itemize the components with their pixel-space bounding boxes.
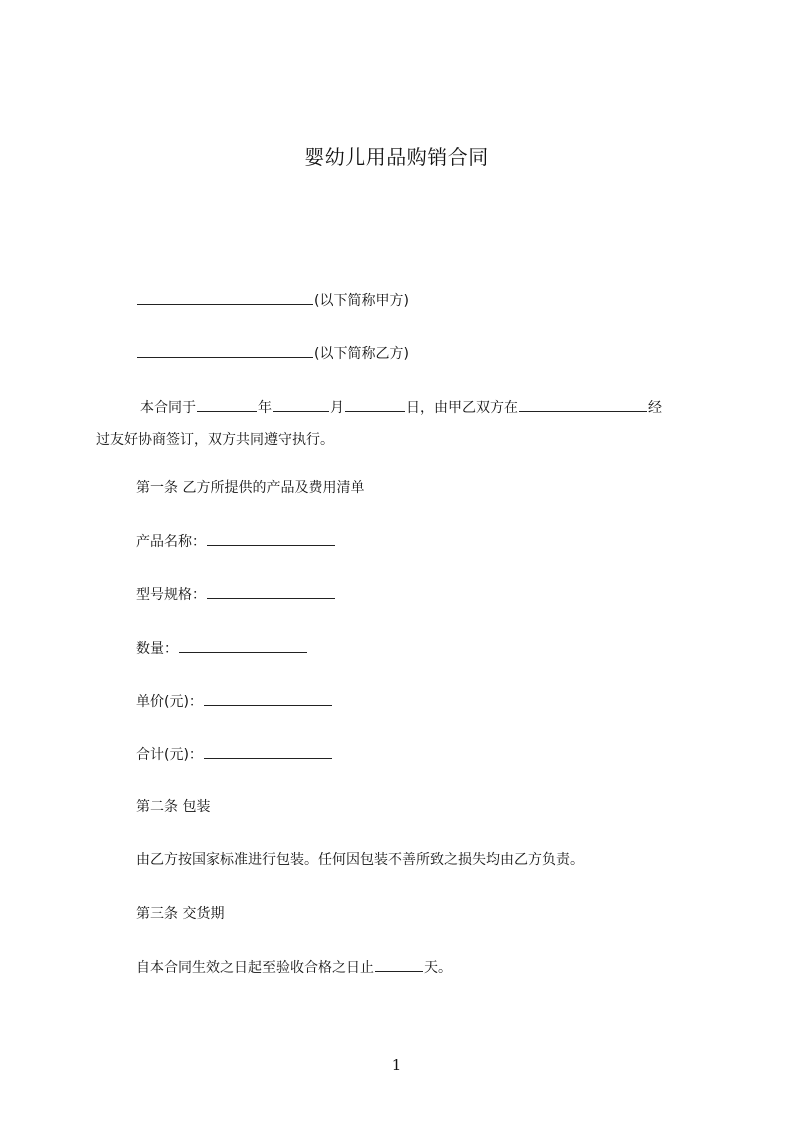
intro-lead: 本合同于 [140, 400, 196, 416]
article-3-body-lead: 自本合同生效之日起至验收合格之日止 [136, 960, 374, 976]
year-blank[interactable] [197, 397, 257, 412]
unit-price-blank[interactable] [204, 691, 332, 706]
article-3-heading: 第三条 交货期 [136, 906, 225, 922]
party-b-line [136, 343, 409, 364]
party-a-suffix: (以下简称甲方) [314, 293, 409, 309]
party-b-suffix: (以下简称乙方) [314, 346, 409, 362]
quantity-line [136, 638, 308, 659]
place-blank[interactable] [519, 397, 647, 412]
article-2-heading: 第二条 包装 [136, 799, 211, 815]
party-a-blank[interactable] [137, 290, 313, 305]
total-label: 合计(元)： [136, 747, 203, 763]
article-1-heading: 第一条 乙方所提供的产品及费用清单 [136, 480, 365, 496]
model-label: 型号规格： [136, 587, 206, 603]
delivery-days-blank[interactable] [375, 957, 423, 972]
intro-paragraph [96, 392, 706, 456]
month-blank[interactable] [273, 397, 329, 412]
article-3-body-tail: 天。 [424, 960, 452, 976]
page-number: 1 [391, 1056, 402, 1074]
quantity-label: 数量： [136, 641, 178, 657]
article-2-body: 由乙方按国家标准进行包装。任何因包装不善所致之损失均由乙方负责。 [136, 852, 584, 868]
party-a-line [136, 290, 409, 311]
intro-month: 月 [330, 400, 344, 416]
total-line [136, 744, 333, 765]
total-blank[interactable] [204, 744, 332, 759]
model-blank[interactable] [207, 584, 335, 599]
product-name-label: 产品名称： [136, 534, 206, 550]
party-b-blank[interactable] [137, 343, 313, 358]
model-line [136, 584, 336, 605]
article-3-body [136, 957, 452, 978]
product-name-blank[interactable] [207, 531, 335, 546]
quantity-blank[interactable] [179, 638, 307, 653]
document-title: 婴幼儿用品购销合同 [304, 145, 489, 169]
intro-after-place: 经 [648, 400, 662, 416]
unit-price-label: 单价(元)： [136, 694, 203, 710]
unit-price-line [136, 691, 333, 712]
intro-day-text: 日，由甲乙双方在 [406, 400, 518, 416]
intro-continuation: 过友好协商签订，双方共同遵守执行。 [96, 432, 334, 448]
day-blank[interactable] [345, 397, 405, 412]
intro-year: 年 [258, 400, 272, 416]
product-name-line [136, 531, 336, 552]
